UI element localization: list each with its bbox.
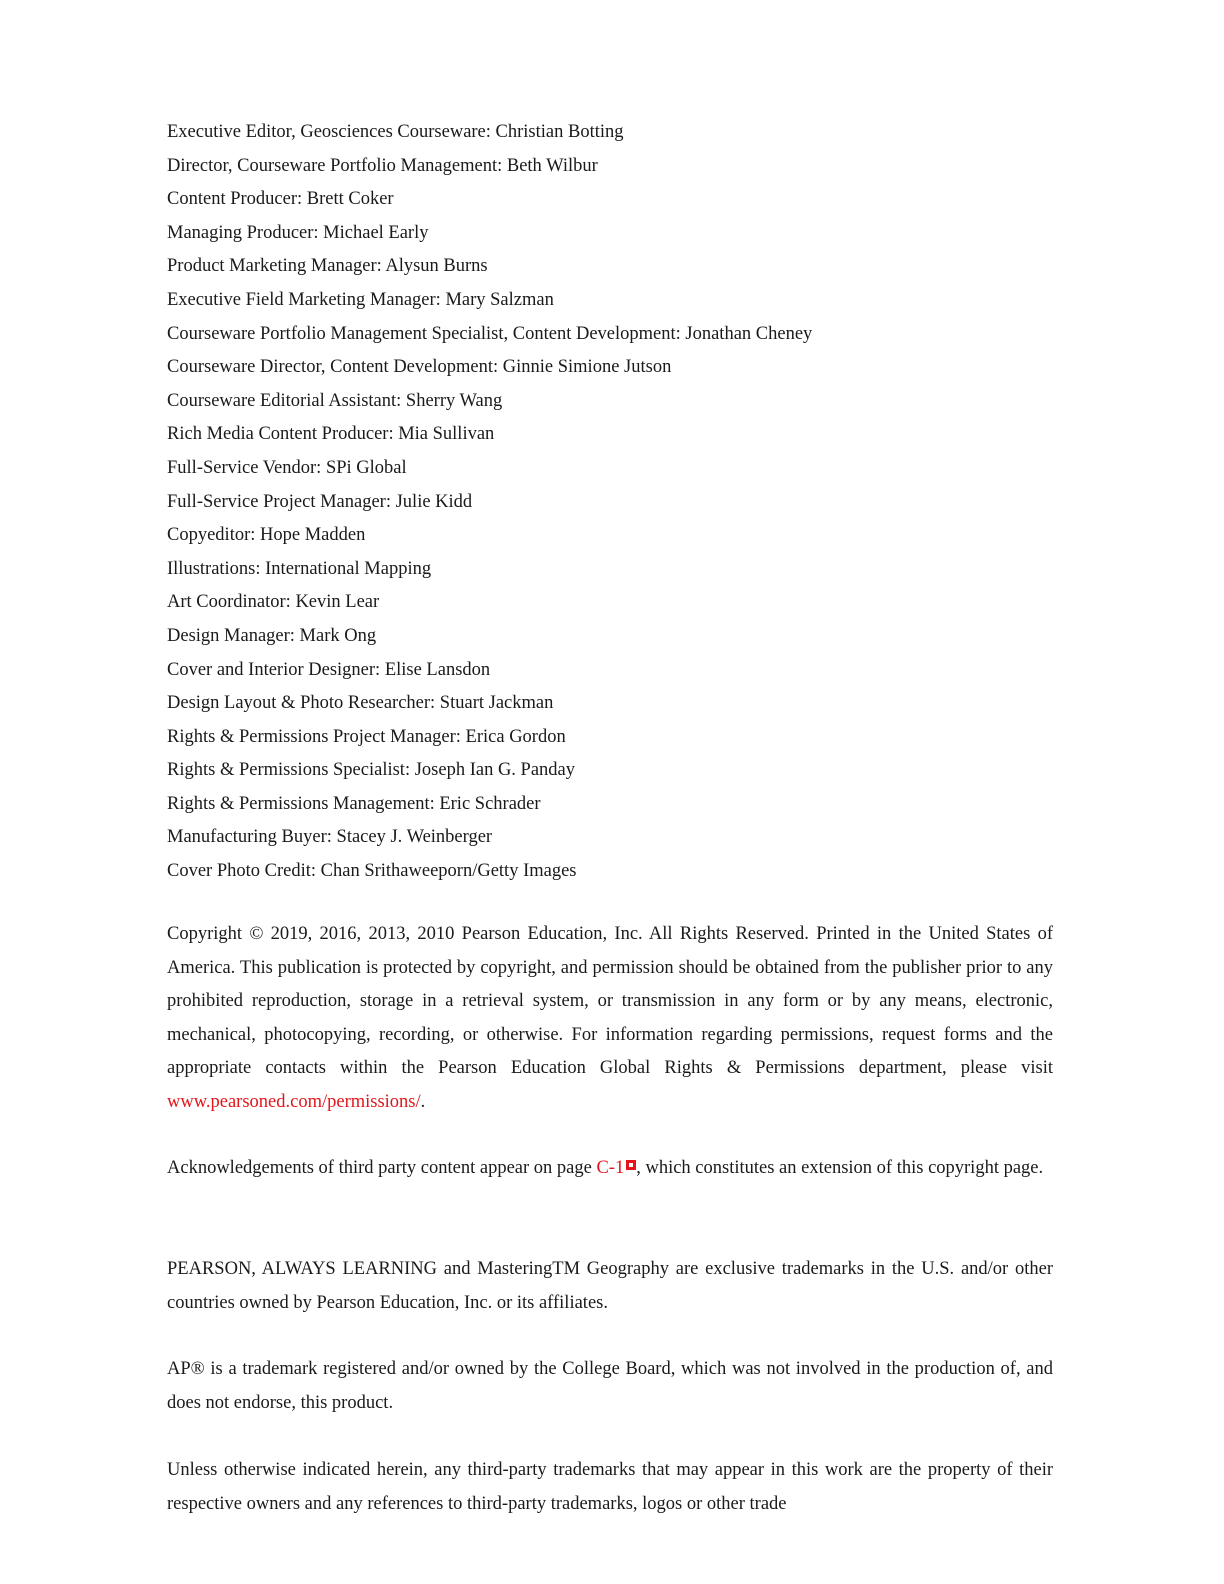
credit-line: Full-Service Vendor: SPi Global (167, 457, 407, 478)
credit-line: Rights & Permissions Management: Eric Schrader (167, 793, 541, 814)
credit-line: Courseware Director, Content Development: Ginnie Simione Jutson (167, 357, 672, 378)
credit-line: Executive Field Marketing Manager: Mary Salzman (167, 289, 554, 310)
credit-line: Full-Service Project Manager: Julie Kidd (167, 491, 473, 512)
credit-line: Design Layout & Photo Researcher: Stuart Jackman (167, 693, 554, 714)
credit-line: Director, Courseware Portfolio Management: Beth Wilbur (167, 155, 598, 176)
credit-line: Rights & Permissions Project Manager: Erica Gordon (167, 726, 566, 747)
credit-line: Courseware Portfolio Management Specialist, Content Development: Jonathan Cheney (167, 323, 813, 344)
pearson-trademark-paragraph: PEARSON, ALWAYS LEARNING and MasteringTM Geography are exclusive trademarks in the U.S. and/or other countries owned by Pearson Education, Inc. or its affiliates. (167, 1259, 1053, 1313)
acknowledgements-paragraph (167, 1152, 1053, 1186)
copyright-end: . (420, 1091, 426, 1112)
third-party-paragraph: Unless otherwise indicated herein, any third-party trademarks that may appear in this work are the property of their respective owners and any references to third-party trademarks, logos or other trade (167, 1460, 1053, 1514)
credit-line: Executive Editor, Geosciences Courseware: Christian Botting (167, 122, 624, 142)
credit-line: Illustrations: International Mapping (167, 558, 432, 579)
credit-line: Cover and Interior Designer: Elise Lansdon (167, 659, 491, 680)
credit-line: Design Manager: Mark Ong (167, 625, 377, 646)
acknowledgements-after: , which constitutes an extension of this copyright page. (636, 1158, 1044, 1178)
credit-line: Product Marketing Manager: Alysun Burns (167, 256, 488, 277)
credit-line: Rights & Permissions Specialist: Joseph Ian G. Panday (167, 760, 576, 781)
credits-list (167, 116, 812, 889)
credit-line: Art Coordinator: Kevin Lear (167, 592, 380, 613)
credit-line: Rich Media Content Producer: Mia Sullivan (167, 424, 495, 445)
credit-line: Courseware Editorial Assistant: Sherry Wang (167, 390, 503, 411)
ap-trademark-paragraph: AP® is a trademark registered and/or owned by the College Board, which was not involved in the production of, and does not endorse, this product. (167, 1359, 1053, 1413)
credit-line: Copyeditor: Hope Madden (167, 525, 366, 546)
credit-line: Manufacturing Buyer: Stacey J. Weinberger (167, 827, 493, 848)
page-c1-link[interactable]: C-1 (596, 1158, 625, 1178)
copyright-paragraph (167, 918, 1053, 1120)
link-marker-icon (626, 1160, 636, 1170)
copyright-text: Copyright © 2019, 2016, 2013, 2010 Pearson Education, Inc. All Rights Reserved. Printed in the United States of America. This publication is protected by copyright, and permission should be obtained from the publisher prior to any prohibited reproduction, storage in a retrieval system, or transmission in any form or by any means, electronic, mechanical, photocopying, recording, or otherwise. For information regarding permissions, request forms and the appropriate contacts within the Pearson Education Global Rights & Permissions department, please visit (167, 924, 1053, 1079)
credit-line: Managing Producer: Michael Early (167, 222, 429, 243)
credit-line: Content Producer: Brett Coker (167, 189, 394, 210)
permissions-link[interactable]: www.pearsoned.com/permissions/ (167, 1091, 421, 1112)
acknowledgements-before: Acknowledgements of third party content appear on page (167, 1158, 597, 1178)
credit-line: Cover Photo Credit: Chan Srithaweeporn/Getty Images (167, 861, 577, 882)
